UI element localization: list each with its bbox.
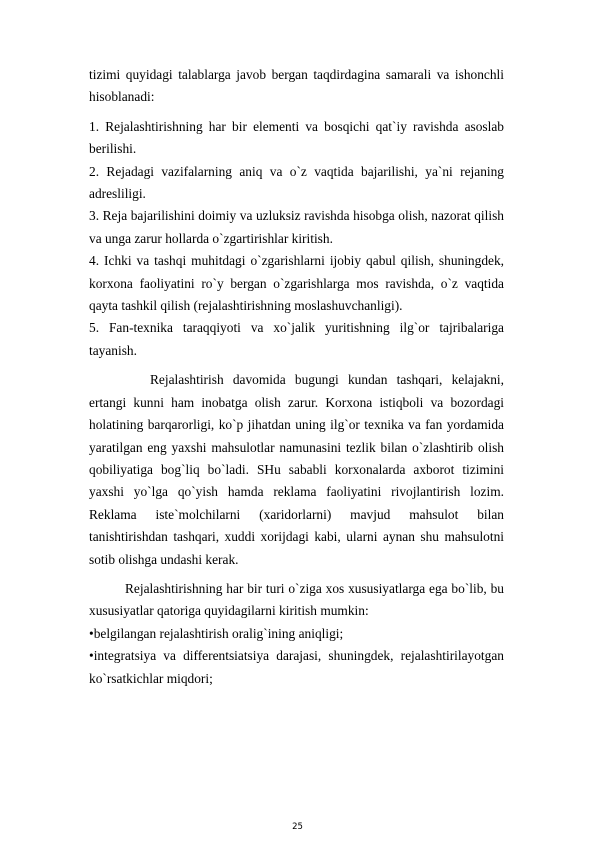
requirement-4: 4. Ichki va tashqi muhitdagi o`zgarishlarni ijobiy qabul qilish, shuningdek, korxona faoliyatini ro`y bergan o`zgarishlarga mos ravishda, o`z vaqtida qayta tashkil qilish (rejalashtirishning moslashuvchanligi). [89, 253, 504, 314]
document-page [89, 64, 504, 690]
page-number: 25 [292, 822, 303, 832]
requirement-2: 2. Rejadagi vazifalarning aniq va o`z vaqtida bajarilishi, ya`ni rejaning adresliligi. [89, 163, 504, 202]
paragraph-gap [89, 109, 504, 116]
requirement-3: 3. Reja bajarilishini doimiy va uzluksiz ravishda hisobga olish, nazorat qilish va unga zarur hollarda o`zgartirishlar kiritish. [89, 208, 504, 246]
body-paragraph-future: Rejalashtirish davomida bugungi kundan tashqari, kelajakni, ertangi kunni ham inobatga olish zarur. Korxona istiqboli va bozordagi holatining barqarorligi, ko`p jihatdan uning ilg`or texnika va fan yordamida yaratilgan eng yaxshi mahsulotlar namunasini tezlik bilan o`zlashtirib olish qobiliyatiga bog`liq bo`ladi. SHu sababli korxonalarda axborot tizimini yaxshi yo`lga qo`yish hamda reklama faoliyatini rivojlantirish lozim. Reklama iste`molchilarni (xaridorlarni) mavjud mahsulot bilan tanishtirishdan tashqari, xuddi xorijdagi kabi, ularni aynan shu mahsulotni sotib olishga undashi kerak. [89, 372, 504, 567]
intro-paragraph: tizimi quyidagi talablarga javob bergan taqdirdagina samarali va ishonchli hisoblanadi: [89, 67, 504, 105]
body-paragraph-features: Rejalashtirishning har bir turi o`ziga xos xususiyatlarga ega bo`lib, bu xususiyatlar qatoriga quyidagilarni kiritish mumkin: [89, 580, 504, 619]
paragraph-gap [89, 571, 504, 578]
bullet-item-1: •belgilangan rejalashtirish oralig`ining aniqligi; [89, 625, 344, 641]
requirement-5: 5. Fan-texnika taraqqiyoti va xo`jalik yuritishning ilg`or tajribalariga tayanish. [89, 320, 504, 358]
paragraph-gap [89, 362, 504, 369]
bullet-item-2: •integratsiya va differentsiatsiya darajasi, shuningdek, rejalashtirilayotgan ko`rsatkichlar miqdori; [89, 648, 504, 686]
requirement-1: 1. Rejalashtirishning har bir elementi va bosqichi qat`iy ravishda asoslab berilishi. [89, 118, 504, 157]
